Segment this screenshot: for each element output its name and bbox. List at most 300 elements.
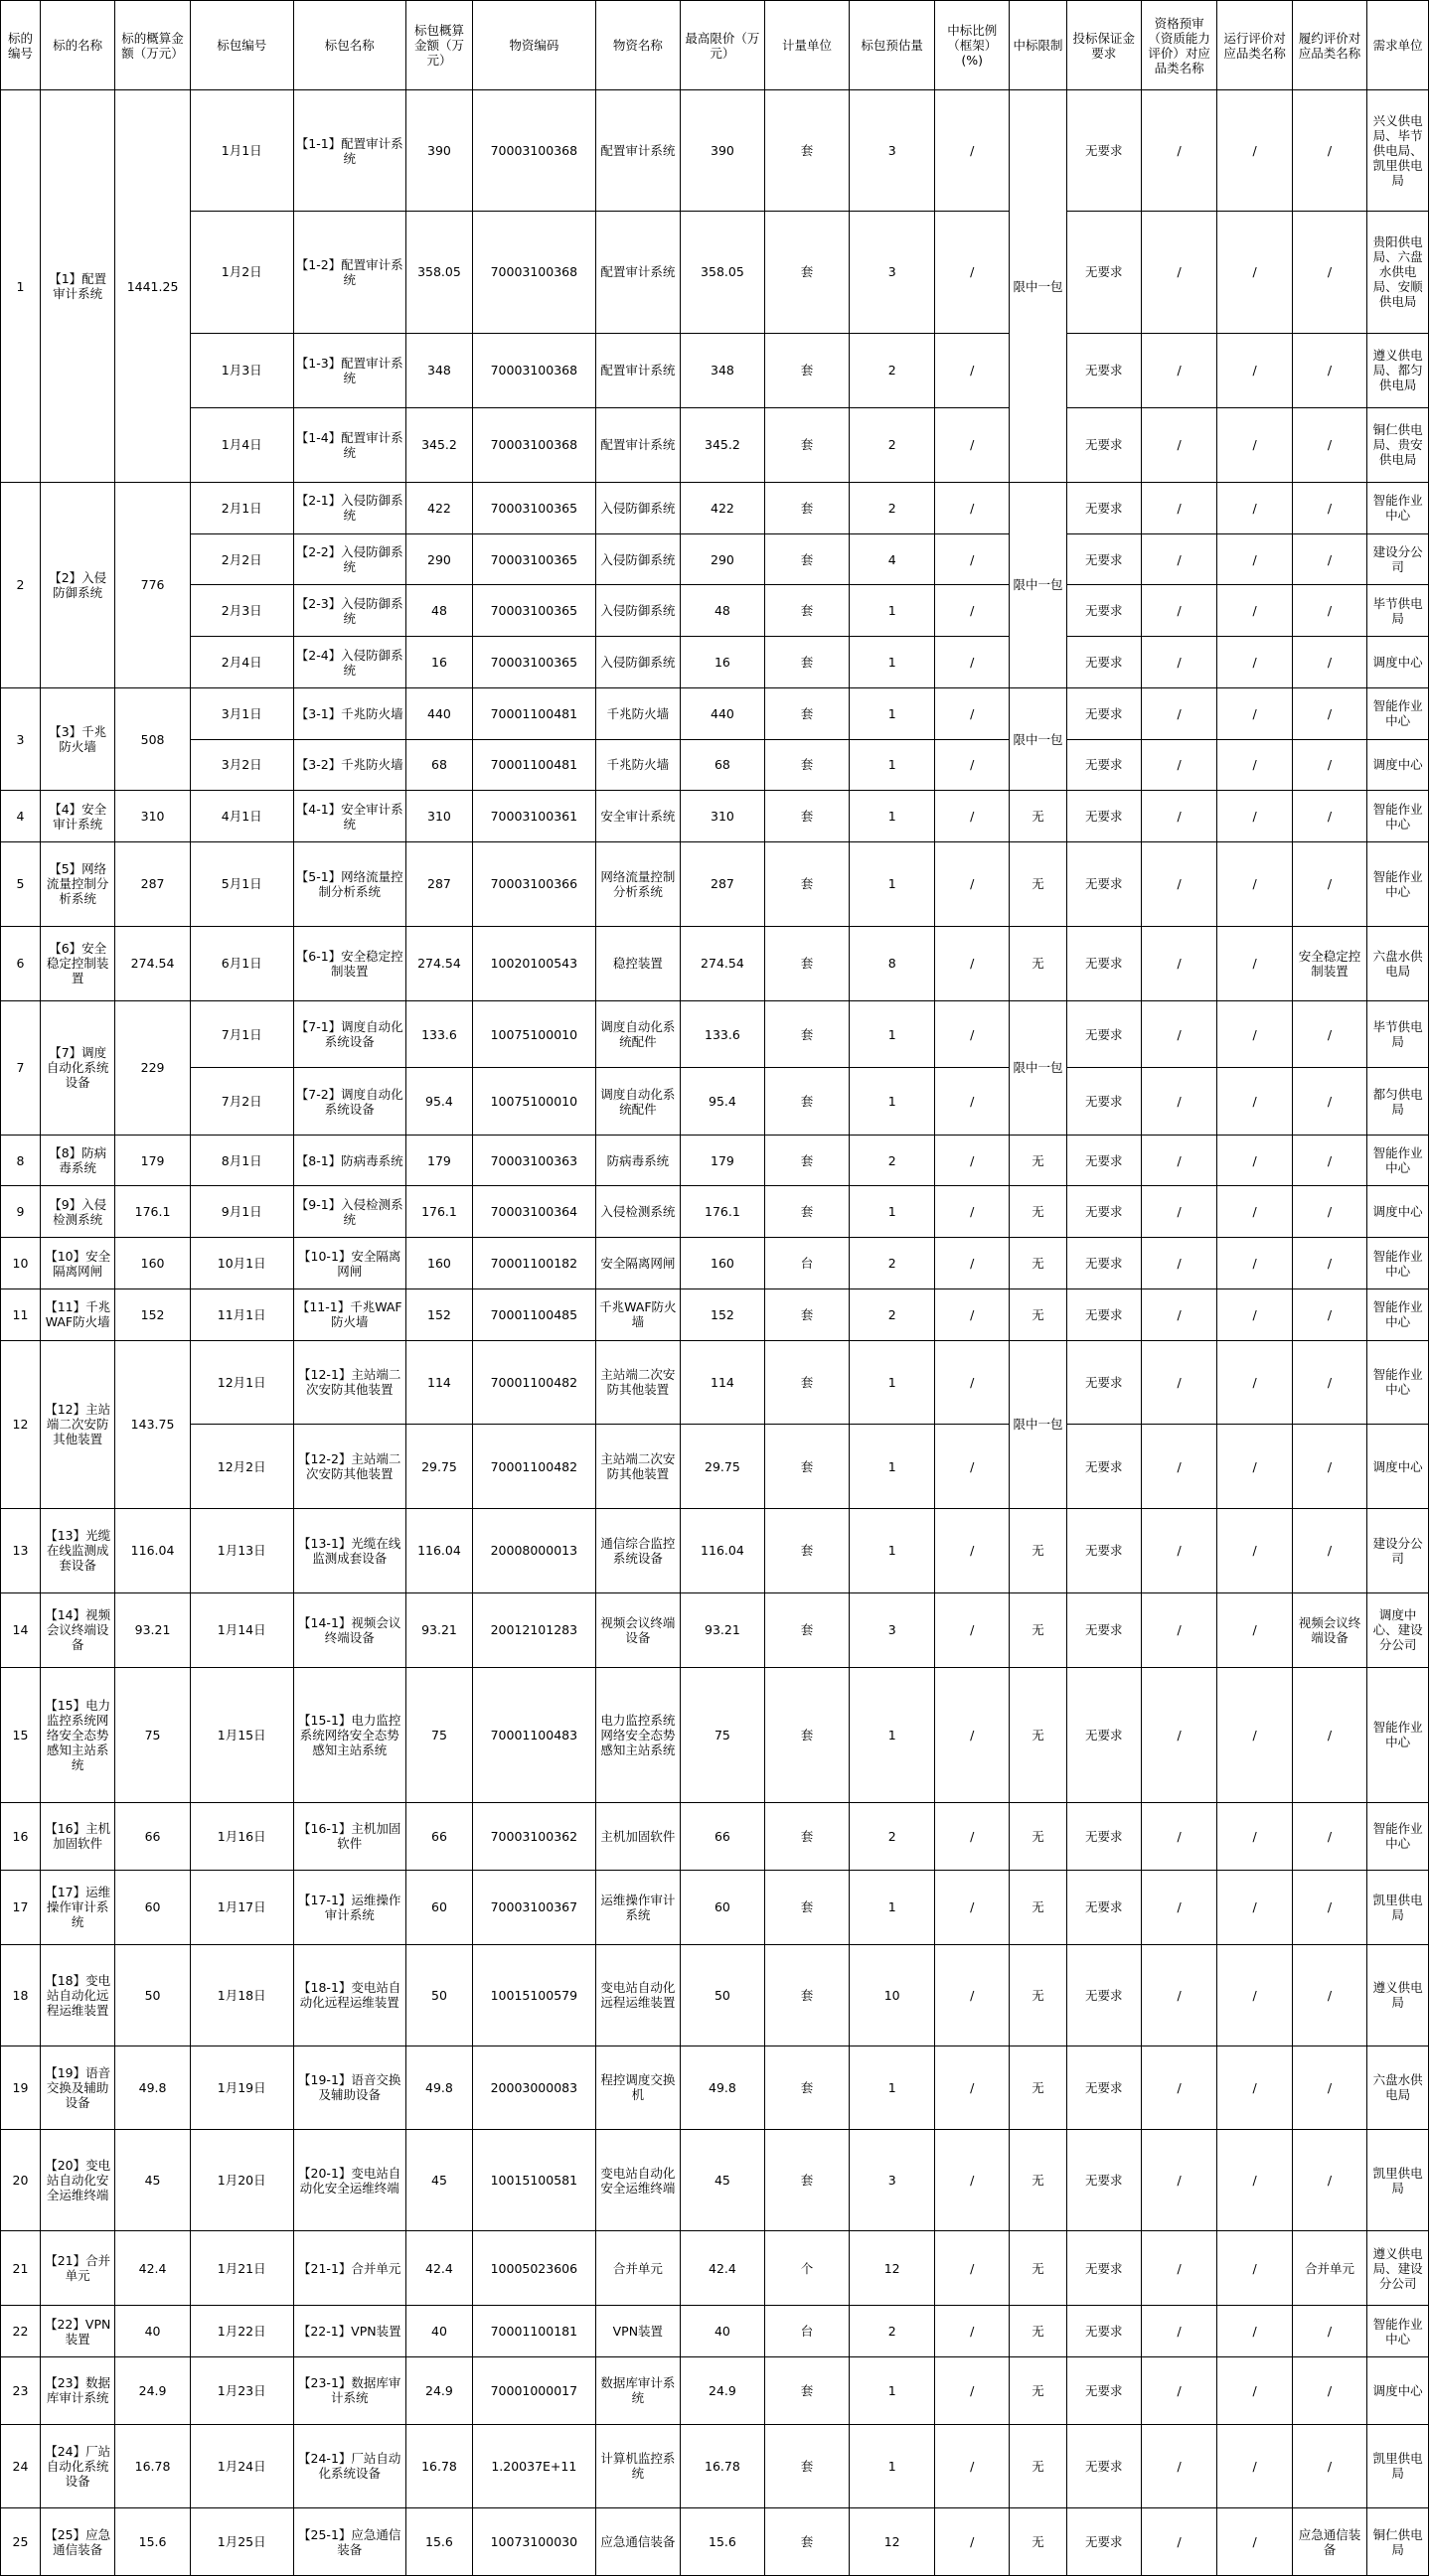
- demand-unit-cell: 凯里供电局: [1367, 2130, 1429, 2231]
- material-code-cell: 70003100365: [473, 533, 595, 585]
- header-prequal-category: 资格预审（资质能力评价）对应品类名称: [1141, 1, 1217, 90]
- table-header: [1, 1, 1429, 90]
- unit-cell: 个: [764, 2231, 850, 2306]
- demand-unit-cell: 调度中心: [1367, 1186, 1429, 1238]
- max-price-cell: 45: [681, 2130, 765, 2231]
- unit-cell: 套: [764, 1870, 850, 1944]
- package-name-cell: 【17-1】运维操作审计系统: [293, 1870, 405, 1944]
- prequal-category-cell: /: [1141, 1288, 1217, 1340]
- package-no-cell: 10月1日: [190, 1238, 293, 1289]
- perf-eval-category-cell: /: [1292, 842, 1366, 927]
- perf-eval-category-cell: /: [1292, 1340, 1366, 1425]
- perf-eval-category-cell: /: [1292, 1425, 1366, 1509]
- max-price-cell: 390: [681, 90, 765, 212]
- deposit-cell: 无要求: [1066, 1340, 1141, 1425]
- lot-name-cell: 【18】变电站自动化远程运维装置: [40, 1944, 114, 2046]
- package-budget-cell: 176.1: [405, 1186, 472, 1238]
- deposit-cell: 无要求: [1066, 2306, 1141, 2357]
- material-name-cell: 主站端二次安防其他装置: [595, 1340, 681, 1425]
- package-no-cell: 1月14日: [190, 1592, 293, 1667]
- deposit-cell: 无要求: [1066, 483, 1141, 534]
- lot-budget-cell: 274.54: [115, 926, 190, 1000]
- max-price-cell: 274.54: [681, 926, 765, 1000]
- package-no-cell: 8月1日: [190, 1135, 293, 1186]
- estimated-qty-cell: 2: [850, 1803, 935, 1870]
- award-limit-cell: 无: [1010, 1803, 1066, 1870]
- package-no-cell: 1月4日: [190, 407, 293, 482]
- package-budget-cell: 422: [405, 483, 472, 534]
- material-code-cell: 70003100368: [473, 90, 595, 212]
- estimated-qty-cell: 3: [850, 212, 935, 333]
- lot-name-cell: 【1】配置审计系统: [40, 90, 114, 483]
- op-eval-category-cell: /: [1217, 1667, 1292, 1802]
- op-eval-category-cell: /: [1217, 739, 1292, 791]
- prequal-category-cell: /: [1141, 791, 1217, 842]
- material-name-cell: 稳控装置: [595, 926, 681, 1000]
- unit-cell: 套: [764, 1944, 850, 2046]
- demand-unit-cell: 智能作业中心: [1367, 1135, 1429, 1186]
- unit-cell: 套: [764, 407, 850, 482]
- material-code-cell: 10073100030: [473, 2508, 595, 2576]
- award-ratio-cell: /: [935, 791, 1010, 842]
- demand-unit-cell: 遵义供电局: [1367, 1944, 1429, 2046]
- lot-number-cell: 8: [1, 1135, 41, 1186]
- package-name-cell: 【1-4】配置审计系统: [293, 407, 405, 482]
- package-budget-cell: 48: [405, 585, 472, 637]
- estimated-qty-cell: 1: [850, 1068, 935, 1135]
- unit-cell: 套: [764, 333, 850, 407]
- lot-name-cell: 【24】厂站自动化系统设备: [40, 2424, 114, 2508]
- material-code-cell: 70001100482: [473, 1425, 595, 1509]
- lot-name-cell: 【8】防病毒系统: [40, 1135, 114, 1186]
- header-package-name: 标包名称: [293, 1, 405, 90]
- material-code-cell: 70003100364: [473, 1186, 595, 1238]
- award-ratio-cell: /: [935, 926, 1010, 1000]
- package-budget-cell: 60: [405, 1870, 472, 1944]
- max-price-cell: 16.78: [681, 2424, 765, 2508]
- prequal-category-cell: /: [1141, 483, 1217, 534]
- package-name-cell: 【6-1】安全稳定控制装置: [293, 926, 405, 1000]
- package-name-cell: 【8-1】防病毒系统: [293, 1135, 405, 1186]
- perf-eval-category-cell: 安全稳定控制装置: [1292, 926, 1366, 1000]
- lot-number-cell: 7: [1, 1000, 41, 1135]
- lot-name-cell: 【13】光缆在线监测成套设备: [40, 1508, 114, 1592]
- lot-budget-cell: 49.8: [115, 2046, 190, 2130]
- prequal-category-cell: /: [1141, 842, 1217, 927]
- award-limit-cell: 无: [1010, 2046, 1066, 2130]
- unit-cell: 套: [764, 687, 850, 739]
- material-name-cell: VPN装置: [595, 2306, 681, 2357]
- award-limit-cell: 无: [1010, 2306, 1066, 2357]
- table-row: [1, 1288, 1429, 1340]
- package-no-cell: 12月2日: [190, 1425, 293, 1509]
- prequal-category-cell: /: [1141, 1135, 1217, 1186]
- max-price-cell: 60: [681, 1870, 765, 1944]
- lot-budget-cell: 15.6: [115, 2508, 190, 2576]
- award-ratio-cell: /: [935, 1186, 1010, 1238]
- award-ratio-cell: /: [935, 1340, 1010, 1425]
- material-name-cell: 千兆防火墙: [595, 687, 681, 739]
- material-name-cell: 变电站自动化远程运维装置: [595, 1944, 681, 2046]
- max-price-cell: 348: [681, 333, 765, 407]
- lot-budget-cell: 287: [115, 842, 190, 927]
- table-row: [1, 2130, 1429, 2231]
- perf-eval-category-cell: 视频会议终端设备: [1292, 1592, 1366, 1667]
- material-code-cell: 20012101283: [473, 1592, 595, 1667]
- material-name-cell: 千兆防火墙: [595, 739, 681, 791]
- estimated-qty-cell: 1: [850, 1340, 935, 1425]
- lot-number-cell: 18: [1, 1944, 41, 2046]
- prequal-category-cell: /: [1141, 1870, 1217, 1944]
- unit-cell: 套: [764, 739, 850, 791]
- max-price-cell: 179: [681, 1135, 765, 1186]
- award-limit-cell: 限中一包: [1010, 1340, 1066, 1508]
- award-limit-cell: 无: [1010, 1870, 1066, 1944]
- package-budget-cell: 50: [405, 1944, 472, 2046]
- op-eval-category-cell: /: [1217, 1288, 1292, 1340]
- deposit-cell: 无要求: [1066, 687, 1141, 739]
- unit-cell: 套: [764, 2357, 850, 2424]
- lot-name-cell: 【21】合并单元: [40, 2231, 114, 2306]
- estimated-qty-cell: 2: [850, 333, 935, 407]
- table-row: [1, 842, 1429, 927]
- max-price-cell: 422: [681, 483, 765, 534]
- lot-budget-cell: 50: [115, 1944, 190, 2046]
- table-row: [1, 1944, 1429, 2046]
- lot-number-cell: 10: [1, 1238, 41, 1289]
- table-row: [1, 637, 1429, 688]
- material-code-cell: 70003100365: [473, 585, 595, 637]
- lot-name-cell: 【16】主机加固软件: [40, 1803, 114, 1870]
- prequal-category-cell: /: [1141, 1803, 1217, 1870]
- max-price-cell: 15.6: [681, 2508, 765, 2576]
- lot-budget-cell: 16.78: [115, 2424, 190, 2508]
- op-eval-category-cell: /: [1217, 2424, 1292, 2508]
- perf-eval-category-cell: /: [1292, 483, 1366, 534]
- prequal-category-cell: /: [1141, 90, 1217, 212]
- unit-cell: 套: [764, 212, 850, 333]
- op-eval-category-cell: /: [1217, 637, 1292, 688]
- demand-unit-cell: 凯里供电局: [1367, 1870, 1429, 1944]
- package-no-cell: 1月17日: [190, 1870, 293, 1944]
- material-code-cell: 10020100543: [473, 926, 595, 1000]
- material-name-cell: 配置审计系统: [595, 212, 681, 333]
- award-limit-cell: 无: [1010, 1288, 1066, 1340]
- unit-cell: 套: [764, 842, 850, 927]
- perf-eval-category-cell: /: [1292, 1186, 1366, 1238]
- lot-name-cell: 【3】千兆防火墙: [40, 687, 114, 790]
- lot-name-cell: 【19】语音交换及辅助设备: [40, 2046, 114, 2130]
- package-budget-cell: 114: [405, 1340, 472, 1425]
- lot-budget-cell: 42.4: [115, 2231, 190, 2306]
- demand-unit-cell: 六盘水供电局: [1367, 2046, 1429, 2130]
- demand-unit-cell: 凯里供电局: [1367, 2424, 1429, 2508]
- package-budget-cell: 116.04: [405, 1508, 472, 1592]
- demand-unit-cell: 智能作业中心: [1367, 1803, 1429, 1870]
- estimated-qty-cell: 3: [850, 90, 935, 212]
- table-row: [1, 1340, 1429, 1425]
- material-code-cell: 20008000013: [473, 1508, 595, 1592]
- package-no-cell: 11月1日: [190, 1288, 293, 1340]
- unit-cell: 套: [764, 926, 850, 1000]
- op-eval-category-cell: /: [1217, 1068, 1292, 1135]
- table-row: [1, 2046, 1429, 2130]
- unit-cell: 套: [764, 1000, 850, 1067]
- package-name-cell: 【12-2】主站端二次安防其他装置: [293, 1425, 405, 1509]
- package-name-cell: 【24-1】厂站自动化系统设备: [293, 2424, 405, 2508]
- package-no-cell: 1月24日: [190, 2424, 293, 2508]
- material-code-cell: 10075100010: [473, 1000, 595, 1067]
- material-name-cell: 合并单元: [595, 2231, 681, 2306]
- unit-cell: 台: [764, 2306, 850, 2357]
- lot-name-cell: 【9】入侵检测系统: [40, 1186, 114, 1238]
- header-lot-name: 标的名称: [40, 1, 114, 90]
- package-budget-cell: 66: [405, 1803, 472, 1870]
- estimated-qty-cell: 1: [850, 1425, 935, 1509]
- lot-number-cell: 19: [1, 2046, 41, 2130]
- deposit-cell: 无要求: [1066, 1135, 1141, 1186]
- prequal-category-cell: /: [1141, 1425, 1217, 1509]
- estimated-qty-cell: 2: [850, 1135, 935, 1186]
- material-code-cell: 70003100367: [473, 1870, 595, 1944]
- demand-unit-cell: 六盘水供电局: [1367, 926, 1429, 1000]
- award-ratio-cell: /: [935, 1425, 1010, 1509]
- package-budget-cell: 287: [405, 842, 472, 927]
- package-name-cell: 【20-1】变电站自动化安全运维终端: [293, 2130, 405, 2231]
- package-budget-cell: 16.78: [405, 2424, 472, 2508]
- op-eval-category-cell: /: [1217, 687, 1292, 739]
- deposit-cell: 无要求: [1066, 1425, 1141, 1509]
- lot-number-cell: 16: [1, 1803, 41, 1870]
- op-eval-category-cell: /: [1217, 90, 1292, 212]
- op-eval-category-cell: /: [1217, 212, 1292, 333]
- deposit-cell: 无要求: [1066, 2130, 1141, 2231]
- package-budget-cell: 179: [405, 1135, 472, 1186]
- lot-number-cell: 20: [1, 2130, 41, 2231]
- op-eval-category-cell: /: [1217, 2357, 1292, 2424]
- max-price-cell: 176.1: [681, 1186, 765, 1238]
- package-no-cell: 4月1日: [190, 791, 293, 842]
- estimated-qty-cell: 12: [850, 2231, 935, 2306]
- lot-budget-cell: 229: [115, 1000, 190, 1135]
- demand-unit-cell: 遵义供电局、建设分公司: [1367, 2231, 1429, 2306]
- max-price-cell: 48: [681, 585, 765, 637]
- material-name-cell: 千兆WAF防火墙: [595, 1288, 681, 1340]
- award-limit-cell: 无: [1010, 2357, 1066, 2424]
- perf-eval-category-cell: /: [1292, 533, 1366, 585]
- package-budget-cell: 160: [405, 1238, 472, 1289]
- deposit-cell: 无要求: [1066, 1592, 1141, 1667]
- material-name-cell: 主站端二次安防其他装置: [595, 1425, 681, 1509]
- deposit-cell: 无要求: [1066, 1803, 1141, 1870]
- material-code-cell: 70003100365: [473, 637, 595, 688]
- material-code-cell: 10075100010: [473, 1068, 595, 1135]
- max-price-cell: 93.21: [681, 1592, 765, 1667]
- header-lot-budget: 标的概算金额（万元）: [115, 1, 190, 90]
- demand-unit-cell: 毕节供电局: [1367, 585, 1429, 637]
- perf-eval-category-cell: /: [1292, 90, 1366, 212]
- package-budget-cell: 49.8: [405, 2046, 472, 2130]
- unit-cell: 套: [764, 585, 850, 637]
- table-row: [1, 926, 1429, 1000]
- award-limit-cell: 无: [1010, 2424, 1066, 2508]
- estimated-qty-cell: 1: [850, 1000, 935, 1067]
- prequal-category-cell: /: [1141, 2231, 1217, 2306]
- package-name-cell: 【13-1】光缆在线监测成套设备: [293, 1508, 405, 1592]
- material-code-cell: 70001100485: [473, 1288, 595, 1340]
- estimated-qty-cell: 1: [850, 739, 935, 791]
- deposit-cell: 无要求: [1066, 212, 1141, 333]
- demand-unit-cell: 都匀供电局: [1367, 1068, 1429, 1135]
- deposit-cell: 无要求: [1066, 1508, 1141, 1592]
- deposit-cell: 无要求: [1066, 842, 1141, 927]
- award-ratio-cell: /: [935, 2046, 1010, 2130]
- lot-number-cell: 14: [1, 1592, 41, 1667]
- material-name-cell: 程控调度交换机: [595, 2046, 681, 2130]
- estimated-qty-cell: 1: [850, 1667, 935, 1802]
- lot-name-cell: 【15】电力监控系统网络安全态势感知主站系统: [40, 1667, 114, 1802]
- unit-cell: 套: [764, 1508, 850, 1592]
- estimated-qty-cell: 3: [850, 2130, 935, 2231]
- demand-unit-cell: 铜仁供电局、贵安供电局: [1367, 407, 1429, 482]
- package-name-cell: 【11-1】千兆WAF防火墙: [293, 1288, 405, 1340]
- perf-eval-category-cell: /: [1292, 407, 1366, 482]
- estimated-qty-cell: 1: [850, 2046, 935, 2130]
- award-ratio-cell: /: [935, 637, 1010, 688]
- unit-cell: 套: [764, 1667, 850, 1802]
- unit-cell: 套: [764, 791, 850, 842]
- demand-unit-cell: 智能作业中心: [1367, 1238, 1429, 1289]
- package-no-cell: 1月22日: [190, 2306, 293, 2357]
- op-eval-category-cell: /: [1217, 2046, 1292, 2130]
- package-name-cell: 【3-1】千兆防火墙: [293, 687, 405, 739]
- package-name-cell: 【12-1】主站端二次安防其他装置: [293, 1340, 405, 1425]
- award-limit-cell: 无: [1010, 2130, 1066, 2231]
- package-no-cell: 1月13日: [190, 1508, 293, 1592]
- max-price-cell: 290: [681, 533, 765, 585]
- package-budget-cell: 152: [405, 1288, 472, 1340]
- lot-number-cell: 17: [1, 1870, 41, 1944]
- material-name-cell: 电力监控系统网络安全态势感知主站系统: [595, 1667, 681, 1802]
- demand-unit-cell: 调度中心: [1367, 2357, 1429, 2424]
- award-limit-cell: 无: [1010, 791, 1066, 842]
- unit-cell: 套: [764, 1068, 850, 1135]
- award-limit-cell: 无: [1010, 1238, 1066, 1289]
- unit-cell: 套: [764, 2130, 850, 2231]
- max-price-cell: 152: [681, 1288, 765, 1340]
- package-name-cell: 【5-1】网络流量控制分析系统: [293, 842, 405, 927]
- max-price-cell: 160: [681, 1238, 765, 1289]
- estimated-qty-cell: 2: [850, 483, 935, 534]
- material-name-cell: 调度自动化系统配件: [595, 1068, 681, 1135]
- perf-eval-category-cell: /: [1292, 687, 1366, 739]
- unit-cell: 套: [764, 1288, 850, 1340]
- table-row: [1, 483, 1429, 534]
- package-budget-cell: 68: [405, 739, 472, 791]
- material-code-cell: 10015100581: [473, 2130, 595, 2231]
- op-eval-category-cell: /: [1217, 926, 1292, 1000]
- material-code-cell: 70001100481: [473, 687, 595, 739]
- material-code-cell: 70003100368: [473, 212, 595, 333]
- unit-cell: 台: [764, 1238, 850, 1289]
- perf-eval-category-cell: /: [1292, 791, 1366, 842]
- award-ratio-cell: /: [935, 1288, 1010, 1340]
- op-eval-category-cell: /: [1217, 791, 1292, 842]
- package-budget-cell: 29.75: [405, 1425, 472, 1509]
- lot-number-cell: 21: [1, 2231, 41, 2306]
- material-code-cell: 70001100181: [473, 2306, 595, 2357]
- max-price-cell: 310: [681, 791, 765, 842]
- perf-eval-category-cell: /: [1292, 2357, 1366, 2424]
- lot-number-cell: 11: [1, 1288, 41, 1340]
- material-code-cell: 10005023606: [473, 2231, 595, 2306]
- award-limit-cell: 限中一包: [1010, 1000, 1066, 1135]
- package-no-cell: 2月4日: [190, 637, 293, 688]
- demand-unit-cell: 智能作业中心: [1367, 2306, 1429, 2357]
- material-code-cell: 70001000017: [473, 2357, 595, 2424]
- max-price-cell: 358.05: [681, 212, 765, 333]
- package-budget-cell: 24.9: [405, 2357, 472, 2424]
- deposit-cell: 无要求: [1066, 333, 1141, 407]
- table-row: [1, 2357, 1429, 2424]
- package-no-cell: 1月18日: [190, 1944, 293, 2046]
- perf-eval-category-cell: /: [1292, 2046, 1366, 2130]
- demand-unit-cell: 调度中心: [1367, 1425, 1429, 1509]
- award-limit-cell: 无: [1010, 1186, 1066, 1238]
- lot-number-cell: 3: [1, 687, 41, 790]
- material-code-cell: 70003100368: [473, 407, 595, 482]
- op-eval-category-cell: /: [1217, 585, 1292, 637]
- estimated-qty-cell: 1: [850, 2424, 935, 2508]
- deposit-cell: 无要求: [1066, 1186, 1141, 1238]
- lot-budget-cell: 116.04: [115, 1508, 190, 1592]
- estimated-qty-cell: 1: [850, 791, 935, 842]
- header-op-eval-category: 运行评价对应品类名称: [1217, 1, 1292, 90]
- package-no-cell: 2月3日: [190, 585, 293, 637]
- unit-cell: 套: [764, 1340, 850, 1425]
- award-limit-cell: 无: [1010, 1592, 1066, 1667]
- award-limit-cell: 限中一包: [1010, 483, 1066, 688]
- prequal-category-cell: /: [1141, 2306, 1217, 2357]
- lot-budget-cell: 143.75: [115, 1340, 190, 1508]
- material-name-cell: 主机加固软件: [595, 1803, 681, 1870]
- lot-name-cell: 【5】网络流量控制分析系统: [40, 842, 114, 927]
- max-price-cell: 116.04: [681, 1508, 765, 1592]
- prequal-category-cell: /: [1141, 212, 1217, 333]
- prequal-category-cell: /: [1141, 637, 1217, 688]
- award-ratio-cell: /: [935, 842, 1010, 927]
- package-budget-cell: 390: [405, 90, 472, 212]
- prequal-category-cell: /: [1141, 687, 1217, 739]
- award-limit-cell: 无: [1010, 926, 1066, 1000]
- max-price-cell: 95.4: [681, 1068, 765, 1135]
- max-price-cell: 114: [681, 1340, 765, 1425]
- deposit-cell: 无要求: [1066, 739, 1141, 791]
- lot-budget-cell: 152: [115, 1288, 190, 1340]
- op-eval-category-cell: /: [1217, 2306, 1292, 2357]
- perf-eval-category-cell: /: [1292, 1238, 1366, 1289]
- lot-number-cell: 4: [1, 791, 41, 842]
- package-no-cell: 1月19日: [190, 2046, 293, 2130]
- table-row: [1, 2508, 1429, 2576]
- prequal-category-cell: /: [1141, 1068, 1217, 1135]
- op-eval-category-cell: /: [1217, 483, 1292, 534]
- package-name-cell: 【2-1】入侵防御系统: [293, 483, 405, 534]
- op-eval-category-cell: /: [1217, 1944, 1292, 2046]
- award-ratio-cell: /: [935, 212, 1010, 333]
- lot-budget-cell: 776: [115, 483, 190, 688]
- lot-number-cell: 6: [1, 926, 41, 1000]
